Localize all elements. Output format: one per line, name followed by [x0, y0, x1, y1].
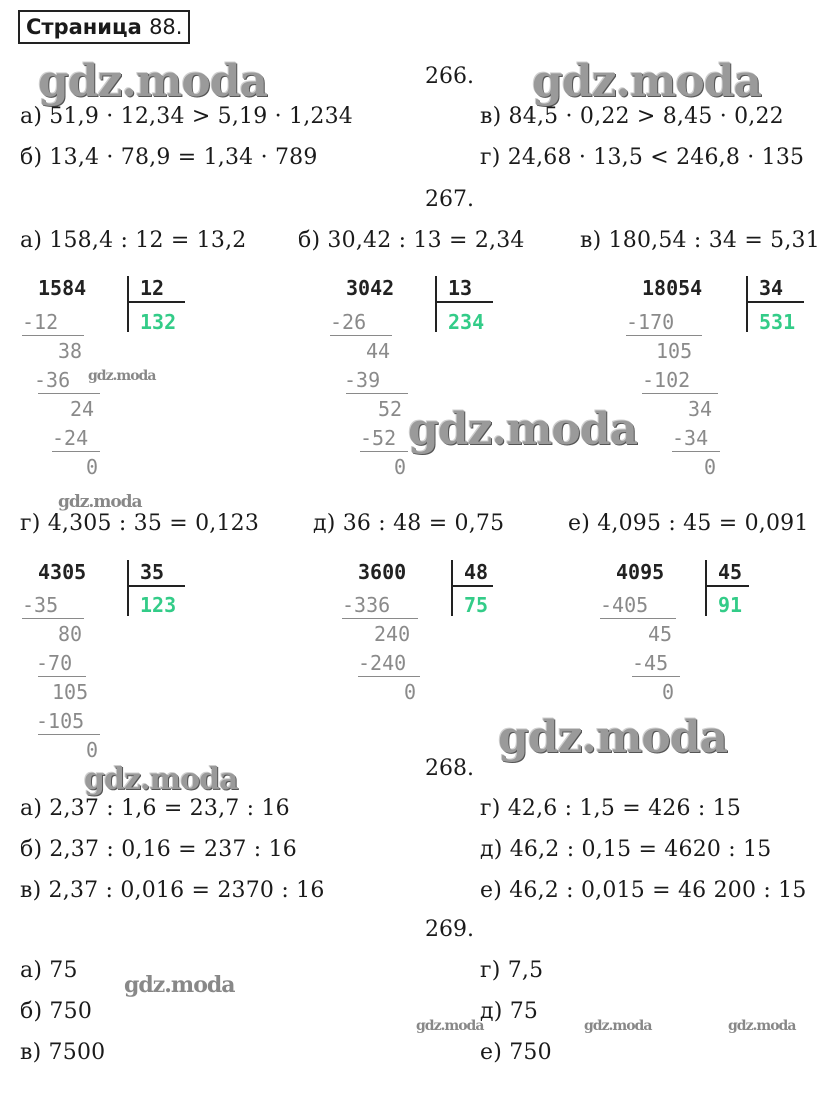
division-step: 80	[58, 622, 83, 646]
answer-269b: б) 750	[20, 999, 93, 1024]
divisor-underline	[435, 301, 493, 303]
answer-266b: б) 13,4 · 78,9 = 1,34 · 789	[20, 145, 318, 170]
answer-269a: а) 75	[20, 958, 78, 983]
divisor-underline	[127, 301, 185, 303]
division-step: -12	[22, 310, 59, 334]
answer-268d: д) 46,2 : 0,15 = 4620 : 15	[480, 837, 772, 862]
divisor: 35	[140, 560, 165, 584]
division-step: -70	[36, 651, 73, 675]
watermark: gdz.moda	[728, 1018, 796, 1034]
step-rule	[330, 335, 392, 336]
division-step: 0	[404, 680, 417, 704]
quotient: 123	[140, 593, 177, 617]
page-number: 88.	[149, 15, 183, 39]
quotient: 531	[759, 310, 796, 334]
watermark: gdz.moda	[408, 404, 638, 455]
step-rule	[38, 393, 100, 394]
watermark: gdz.moda	[58, 492, 142, 512]
answer-266g: г) 24,68 · 13,5 < 246,8 · 135	[480, 145, 805, 170]
answer-269g: г) 7,5	[480, 958, 544, 983]
page-label: Страница	[26, 15, 142, 39]
problem-number-266: 266.	[425, 64, 474, 89]
watermark: gdz.moda	[38, 56, 268, 107]
division-step: 0	[662, 680, 675, 704]
divisor-underline	[451, 585, 493, 587]
division-step: 52	[378, 397, 403, 421]
quotient: 75	[464, 593, 489, 617]
problem-number-268: 268.	[425, 756, 474, 781]
divisor: 13	[448, 276, 473, 300]
division-bar	[435, 276, 437, 332]
division-step: 24	[70, 397, 95, 421]
division-step: -336	[342, 593, 391, 617]
step-rule	[22, 335, 84, 336]
answer-266a: а) 51,9 · 12,34 > 5,19 · 1,234	[20, 104, 354, 129]
answer-268g: г) 42,6 : 1,5 = 426 : 15	[480, 796, 742, 821]
division-step: -24	[52, 426, 89, 450]
dividend: 1584	[38, 276, 87, 300]
division-step: -35	[22, 593, 59, 617]
division-step: 0	[86, 455, 99, 479]
quotient: 234	[448, 310, 485, 334]
quotient: 91	[718, 593, 743, 617]
division-step: 0	[86, 738, 99, 762]
step-rule	[360, 451, 408, 452]
division-step: -36	[34, 368, 71, 392]
division-bar	[705, 560, 707, 616]
problem-number-267: 267.	[425, 187, 474, 212]
answer-267b: б) 30,42 : 13 = 2,34	[298, 228, 525, 253]
watermark: gdz.moda	[124, 972, 235, 998]
answer-267d: д) 36 : 48 = 0,75	[313, 511, 505, 536]
answer-267g: г) 4,305 : 35 = 0,123	[20, 511, 260, 536]
watermark: gdz.moda	[532, 56, 762, 107]
division-step: 0	[394, 455, 407, 479]
divisor-underline	[705, 585, 749, 587]
division-step: 45	[648, 622, 673, 646]
answer-268v: в) 2,37 : 0,016 = 2370 : 16	[20, 878, 325, 903]
step-rule	[342, 618, 418, 619]
division-step: -405	[600, 593, 649, 617]
divisor: 34	[759, 276, 784, 300]
answer-269e: е) 750	[480, 1040, 552, 1065]
division-step: -45	[632, 651, 669, 675]
division-step: 44	[366, 339, 391, 363]
step-rule	[346, 393, 408, 394]
division-bar	[451, 560, 453, 616]
division-bar	[127, 560, 129, 616]
answer-267a: а) 158,4 : 12 = 13,2	[20, 228, 247, 253]
division-step: 105	[52, 680, 89, 704]
dividend: 3600	[358, 560, 407, 584]
divisor-underline	[746, 301, 804, 303]
watermark: gdz.moda	[498, 712, 728, 763]
watermark: gdz.moda	[84, 762, 238, 797]
division-step: -52	[360, 426, 397, 450]
answer-268e: е) 46,2 : 0,015 = 46 200 : 15	[480, 878, 807, 903]
answer-268a: а) 2,37 : 1,6 = 23,7 : 16	[20, 796, 290, 821]
division-bar	[127, 276, 129, 332]
step-rule	[600, 618, 676, 619]
answer-267v: в) 180,54 : 34 = 5,31	[580, 228, 820, 253]
step-rule	[38, 734, 100, 735]
step-rule	[38, 676, 86, 677]
watermark: gdz.moda	[584, 1018, 652, 1034]
division-step: 34	[688, 397, 713, 421]
step-rule	[626, 335, 702, 336]
step-rule	[672, 451, 720, 452]
dividend: 4095	[616, 560, 665, 584]
problem-number-269: 269.	[425, 917, 474, 942]
division-step: 240	[374, 622, 411, 646]
division-step: -39	[344, 368, 381, 392]
divisor-underline	[127, 585, 185, 587]
division-step: -34	[672, 426, 709, 450]
division-bar	[746, 276, 748, 332]
step-rule	[22, 618, 84, 619]
watermark: gdz.moda	[416, 1018, 484, 1034]
division-step: 38	[58, 339, 83, 363]
divisor: 12	[140, 276, 165, 300]
dividend: 3042	[346, 276, 395, 300]
divisor: 45	[718, 560, 743, 584]
watermark: gdz.moda	[88, 368, 156, 384]
division-step: -170	[626, 310, 675, 334]
answer-269v: в) 7500	[20, 1040, 106, 1065]
step-rule	[642, 393, 718, 394]
step-rule	[52, 451, 100, 452]
quotient: 132	[140, 310, 177, 334]
division-step: -26	[330, 310, 367, 334]
step-rule	[632, 676, 680, 677]
division-step: -240	[358, 651, 407, 675]
answer-269d: д) 75	[480, 999, 539, 1024]
answer-267e: е) 4,095 : 45 = 0,091	[568, 511, 809, 536]
page-header	[18, 10, 190, 44]
dividend: 4305	[38, 560, 87, 584]
step-rule	[358, 676, 420, 677]
divisor: 48	[464, 560, 489, 584]
division-step: -105	[36, 709, 85, 733]
division-step: 0	[704, 455, 717, 479]
division-step: 105	[656, 339, 693, 363]
dividend: 18054	[642, 276, 703, 300]
answer-268b: б) 2,37 : 0,16 = 237 : 16	[20, 837, 297, 862]
division-step: -102	[642, 368, 691, 392]
answer-266v: в) 84,5 · 0,22 > 8,45 · 0,22	[480, 104, 784, 129]
